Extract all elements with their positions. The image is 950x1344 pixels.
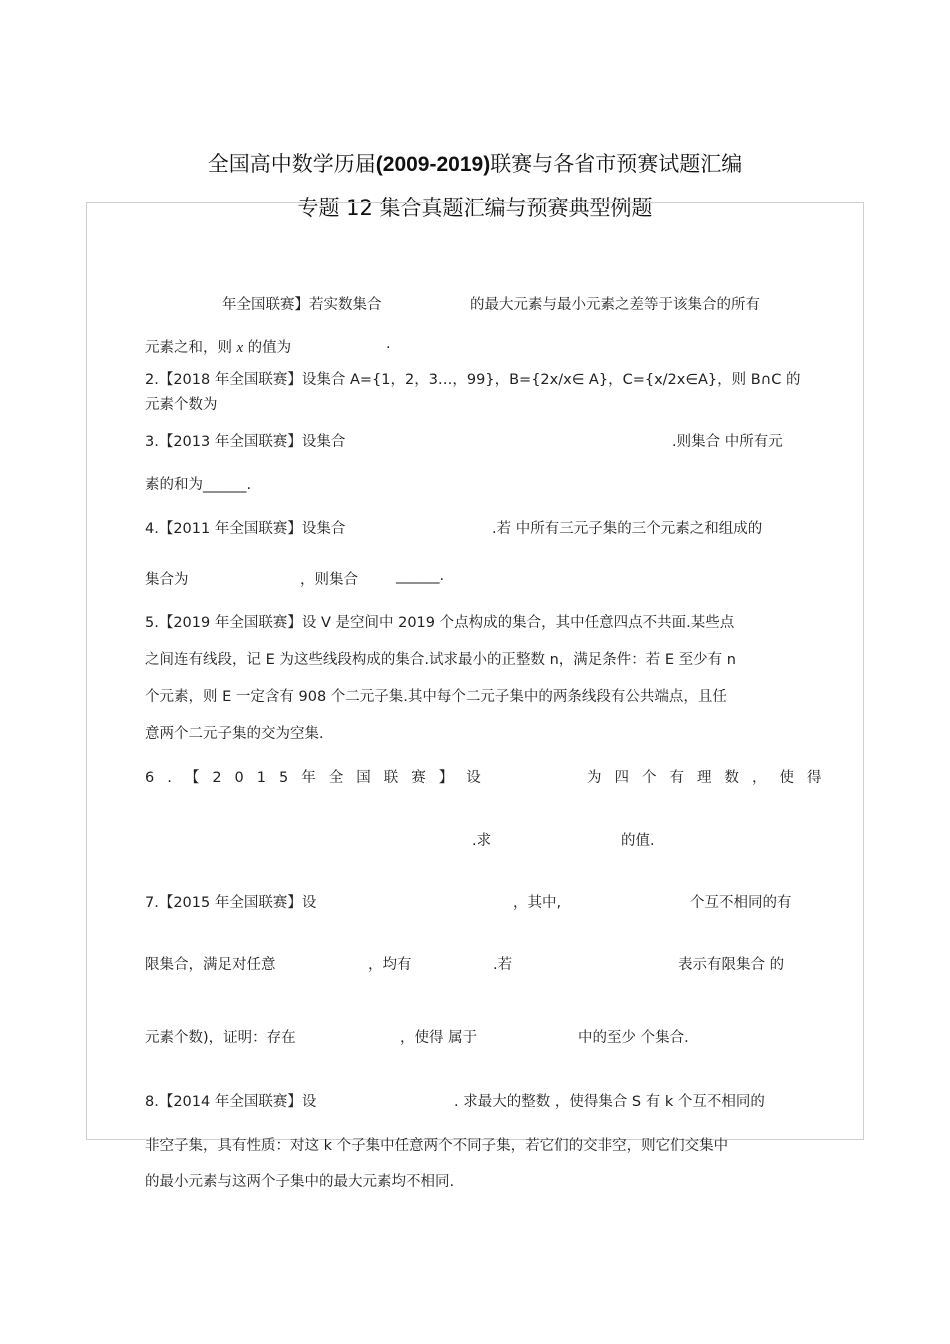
- problem-1-text-c: 元素之和，则: [145, 340, 232, 356]
- problem-3-text-b: .则集合 中所有元: [672, 434, 783, 450]
- problem-1-text-a: 年全国联赛】若实数集合: [222, 297, 382, 313]
- problem-7-text-a: 7.【2015 年全国联赛】设: [145, 895, 317, 911]
- subtitle-clip: [0, 188, 950, 220]
- title-years: (2009-2019): [375, 153, 491, 176]
- problem-4-text-d: ，则集合: [300, 572, 358, 588]
- problem-7-text-e: ，均有: [368, 957, 412, 973]
- page-title: [0, 148, 950, 178]
- problem-7-text-c: 个互不相同的有: [690, 895, 792, 911]
- problem-1-line-2: [145, 336, 291, 357]
- problem-7-text-j: 中的至少 个集合.: [578, 1030, 689, 1046]
- problem-2-line-1: 2.【2018 年全国联赛】设集合 A={1，2，3…，99}，B={2x/x∈ A}，C={x/2x∈A}，则 B∩C 的: [145, 372, 801, 388]
- problem-2-line-2: 元素个数为: [145, 397, 218, 413]
- problem-6-text-b: 为四个有理数，使得: [587, 770, 835, 786]
- problem-4-text-e: ______.: [396, 568, 445, 584]
- problem-7-text-g: 表示有限集合 的: [678, 957, 785, 973]
- title-part-2: 联赛与各省市预赛试题汇编: [490, 152, 743, 176]
- problem-5-line-3: 个元素，则 E 一定含有 908 个二元子集.其中每个二元子集中的两条线段有公共端点，且任: [145, 689, 727, 705]
- problem-7-text-h: 元素个数)，证明：存在: [145, 1030, 296, 1046]
- problem-8-line-3: 的最小元素与这两个子集中的最大元素均不相同.: [145, 1174, 455, 1190]
- page-subtitle: 专题 12 集合真题汇编与预赛典型例题: [297, 196, 653, 220]
- problem-4-text-b: .若 中所有三元子集的三个元素之和组成的: [492, 521, 763, 537]
- problem-7-text-f: .若: [493, 957, 513, 973]
- problem-8-text-a: 8.【2014 年全国联赛】设: [145, 1094, 317, 1110]
- problem-8-line-2: 非空子集，具有性质：对这 k 个子集中任意两个不同子集，若它们的交非空，则它们交集中: [145, 1138, 729, 1154]
- problem-1-text-d: 的值为: [247, 340, 292, 356]
- problem-3-text-c: 素的和为______.: [145, 477, 252, 493]
- problem-5-line-2: 之间连有线段，记 E 为这些线段构成的集合.试求最小的正整数 n，满足条件：若 E 至少有 n: [145, 652, 736, 668]
- problem-8-text-b: . 求最大的整数 ，使得集合 S 有 k 个互不相同的: [454, 1094, 765, 1110]
- problem-6-text-c: .求: [472, 833, 492, 849]
- problem-1-end: .: [386, 336, 391, 352]
- problem-6-text-d: 的值.: [621, 833, 655, 849]
- problem-3-text-a: 3.【2013 年全国联赛】设集合: [145, 434, 346, 450]
- problem-7-text-i: ，使得 属于: [400, 1030, 478, 1046]
- problem-5-line-4: 意两个二元子集的交为空集.: [145, 726, 324, 742]
- problem-4-text-c: 集合为: [145, 572, 189, 588]
- problem-4-text-a: 4.【2011 年全国联赛】设集合: [145, 521, 346, 537]
- problem-1-var: x: [236, 340, 244, 356]
- problem-6-text-a: 6.【2015年全国联赛】设: [145, 770, 494, 786]
- problem-7-text-d: 限集合，满足对任意: [145, 957, 276, 973]
- problem-5-line-1: 5.【2019 年全国联赛】设 V 是空间中 2019 个点构成的集合，其中任意四点不共面.某些点: [145, 615, 735, 631]
- problem-1-text-b: 的最大元素与最小元素之差等于该集合的所有: [470, 297, 760, 313]
- problem-7-text-b: ，其中,: [513, 895, 562, 911]
- title-part-1: 全国高中数学历届: [207, 152, 376, 176]
